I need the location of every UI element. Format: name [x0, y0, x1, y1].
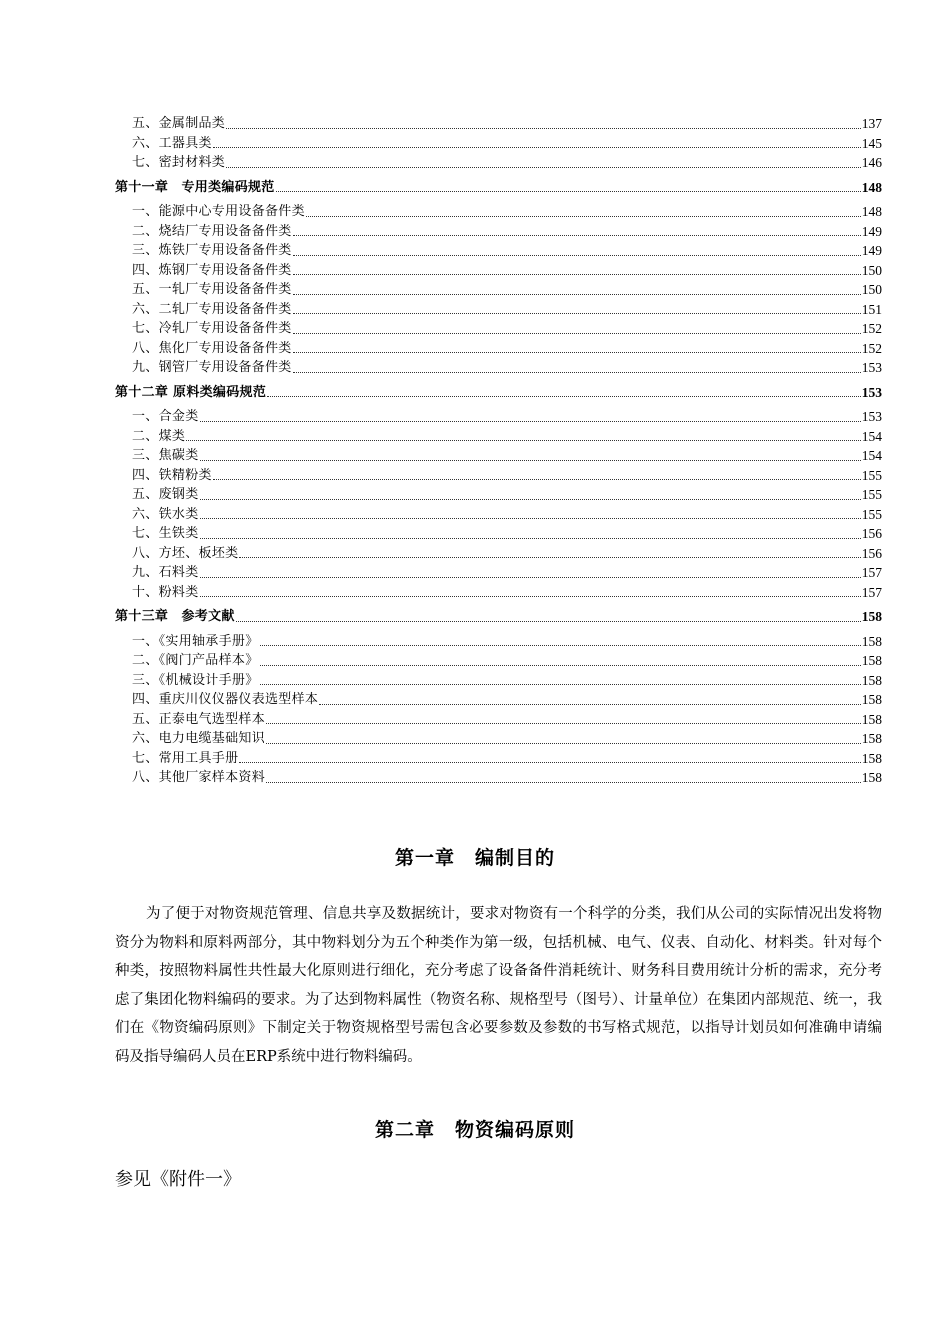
toc-entry-page: 156 [861, 526, 882, 541]
toc-dot-leader [260, 664, 861, 666]
toc-entry-page: 152 [861, 340, 882, 356]
toc-entry-page: 155 [861, 506, 882, 522]
toc-dot-leader [293, 273, 861, 275]
toc-entry-page: 153 [861, 360, 882, 375]
toc-entry[interactable] [115, 241, 882, 261]
toc-entry-label: 一、能源中心专用设备备件类 [132, 204, 305, 219]
toc-entry[interactable] [115, 358, 882, 378]
toc-dot-leader [200, 576, 861, 578]
toc-entry[interactable] [115, 202, 882, 222]
toc-entry-page: 158 [861, 770, 882, 785]
toc-dot-leader [200, 459, 861, 461]
chapter-1-title: 第一章 编制目的 [394, 847, 555, 869]
toc-entry-label: 三、焦碳类 [132, 448, 199, 463]
toc-entry-page: 137 [861, 116, 882, 131]
toc-entry-label: 八、方坯、板坯类 [132, 545, 239, 561]
toc-dot-leader [213, 146, 861, 148]
toc-entry-page: 158 [861, 633, 882, 649]
toc-entry-page: 153 [861, 409, 882, 424]
toc-dot-leader [293, 371, 861, 373]
toc-entry-page: 151 [861, 301, 882, 317]
toc-entry-page: 157 [861, 584, 882, 600]
toc-entry-label: 一、合金类 [132, 409, 199, 424]
toc-entry-label: 六、工器具类 [132, 135, 212, 151]
toc-chapter-entry[interactable] [115, 178, 882, 198]
toc-entry-page: 149 [861, 243, 882, 258]
toc-entry[interactable] [115, 710, 882, 730]
toc-chapter-entry[interactable] [115, 383, 882, 403]
toc-entry[interactable] [115, 563, 882, 583]
toc-entry[interactable] [115, 153, 882, 173]
toc-dot-leader [319, 703, 861, 705]
toc-dot-leader [293, 254, 861, 256]
toc-entry-label: 第十一章 专用类编码规范 [115, 179, 275, 195]
toc-dot-leader [200, 517, 861, 519]
toc-dot-leader [266, 781, 861, 783]
toc-entry-page: 146 [861, 155, 882, 170]
toc-dot-leader [186, 439, 861, 441]
toc-dot-leader [200, 420, 861, 422]
toc-entry-label: 七、密封材料类 [132, 155, 226, 170]
toc-entry-label: 五、金属制品类 [132, 116, 226, 131]
toc-dot-leader [293, 234, 861, 236]
toc-dot-leader [293, 293, 861, 295]
toc-entry[interactable] [115, 749, 882, 769]
toc-entry-label: 六、铁水类 [132, 506, 199, 522]
toc-entry-page: 154 [861, 428, 882, 444]
toc-entry-page: 157 [861, 565, 882, 580]
toc-entry[interactable] [115, 729, 882, 749]
toc-entry-page: 158 [861, 711, 882, 727]
toc-entry-page: 158 [861, 609, 882, 624]
toc-dot-leader [266, 722, 861, 724]
toc-entry-page: 155 [861, 467, 882, 483]
toc-entry-page: 155 [861, 487, 882, 502]
toc-entry-page: 145 [861, 135, 882, 151]
toc-entry[interactable] [115, 466, 882, 486]
toc-dot-leader [276, 190, 861, 192]
toc-entry-label: 六、二轧厂专用设备备件类 [132, 301, 292, 317]
toc-entry[interactable] [115, 300, 882, 320]
toc-entry-label: 一、《实用轴承手册》 [132, 633, 259, 649]
toc-entry-label: 五、废钢类 [132, 487, 199, 502]
toc-entry[interactable] [115, 651, 882, 671]
toc-entry-label: 七、常用工具手册 [132, 750, 239, 766]
toc-entry-label: 第十三章 参考文献 [115, 609, 235, 624]
toc-entry-label: 四、铁精粉类 [132, 467, 212, 483]
toc-entry-label: 五、一轧厂专用设备备件类 [132, 282, 292, 297]
toc-entry-page: 150 [861, 282, 882, 297]
toc-entry-label: 第十二章 原料类编码规范 [115, 384, 267, 400]
toc-entry[interactable] [115, 485, 882, 505]
toc-entry-label: 二、《阀门产品样本》 [132, 653, 259, 668]
toc-entry[interactable] [115, 690, 882, 710]
toc-dot-leader [293, 332, 861, 334]
toc-entry-page: 158 [861, 750, 882, 766]
toc-entry-page: 148 [861, 179, 882, 195]
toc-entry-label: 三、炼铁厂专用设备备件类 [132, 243, 292, 258]
toc-entry[interactable] [115, 583, 882, 603]
chapter-2-reference: 参见《附件一》 [115, 1169, 241, 1190]
toc-entry[interactable] [115, 544, 882, 564]
toc-entry-page: 148 [861, 204, 882, 219]
toc-entry[interactable] [115, 768, 882, 788]
toc-entry-page: 149 [861, 223, 882, 239]
toc-entry-label: 七、生铁类 [132, 526, 199, 541]
toc-dot-leader [293, 312, 861, 314]
toc-entry-page: 152 [861, 321, 882, 336]
toc-dot-leader [200, 595, 861, 597]
toc-entry[interactable] [115, 280, 882, 300]
toc-entry-page: 158 [861, 731, 882, 746]
toc-entry-label: 八、焦化厂专用设备备件类 [132, 340, 292, 356]
toc-entry[interactable] [115, 134, 882, 154]
toc-dot-leader [266, 742, 861, 744]
toc-entry-label: 八、其他厂家样本资料 [132, 770, 266, 785]
toc-entry-label: 三、《机械设计手册》 [132, 672, 259, 688]
toc-entry-label: 二、烧结厂专用设备备件类 [132, 223, 292, 239]
toc-dot-leader [226, 166, 861, 168]
toc-dot-leader [260, 644, 861, 646]
toc-entry-label: 四、炼钢厂专用设备备件类 [132, 262, 292, 278]
toc-entry-label: 七、冷轧厂专用设备备件类 [132, 321, 292, 336]
toc-dot-leader [236, 620, 861, 622]
toc-entry-page: 154 [861, 448, 882, 463]
toc-entry-page: 158 [861, 653, 882, 668]
toc-entry[interactable] [115, 114, 882, 134]
toc-entry[interactable] [115, 319, 882, 339]
toc-entry-label: 六、电力电缆基础知识 [132, 731, 266, 746]
toc-entry-page: 150 [861, 262, 882, 278]
chapter-2-title: 第二章 物资编码原则 [374, 1119, 575, 1141]
toc-entry[interactable] [115, 671, 882, 691]
toc-entry-label: 十、粉料类 [132, 584, 199, 600]
toc-entry-label: 二、煤类 [132, 428, 186, 444]
toc-dot-leader [213, 478, 861, 480]
toc-entry[interactable] [115, 632, 882, 652]
toc-dot-leader [200, 498, 861, 500]
toc-entry-page: 158 [861, 672, 882, 688]
toc-dot-leader [226, 127, 861, 129]
toc-entry-page: 156 [861, 545, 882, 561]
toc-entry[interactable] [115, 524, 882, 544]
toc-entry[interactable] [115, 407, 882, 427]
toc-dot-leader [200, 537, 861, 539]
toc-entry[interactable] [115, 261, 882, 281]
toc-entry[interactable] [115, 222, 882, 242]
toc-dot-leader [267, 395, 861, 397]
toc-dot-leader [306, 215, 861, 217]
toc-entry-label: 五、正泰电气选型样本 [132, 711, 266, 727]
toc-dot-leader [239, 556, 860, 558]
table-of-contents [115, 114, 882, 788]
toc-entry-label: 四、重庆川仪仪器仪表选型样本 [132, 692, 319, 707]
toc-entry[interactable] [115, 427, 882, 447]
toc-dot-leader [239, 761, 860, 763]
toc-entry-label: 九、石料类 [132, 565, 199, 580]
toc-entry[interactable] [115, 505, 882, 525]
toc-entry[interactable] [115, 446, 882, 466]
toc-chapter-entry[interactable] [115, 607, 882, 627]
toc-entry[interactable] [115, 339, 882, 359]
toc-entry-label: 九、钢管厂专用设备备件类 [132, 360, 292, 375]
chapter-1-body: 为了便于对物资规范管理、信息共享及数据统计，要求对物资有一个科学的分类，我们从公司的实际情况出发将物资分为物料和原料两部分，其中物料划分为五个种类作为第一级，包括机械、电气、仪表、自动化、材料类。针对每个种类，按照物料属性共性最大化原则进行细化，充分考虑了设备备件消耗统计、财务科目费用统计分析的需求，充分考虑了集团化物料编码的要求。为了达到物料属性（物资名称、规格型号（图号）、计量单位）在集团内部规范、统一，我们在《物资编码原则》下制定关于物资规格型号需包含必要参数及参数的书写格式规范，以指导计划员如何准确申请编码及指导编码人员在ERP系统中进行物料编码。 [115, 906, 882, 1065]
toc-entry-page: 153 [861, 384, 882, 400]
toc-entry-page: 158 [861, 692, 882, 707]
toc-dot-leader [260, 683, 861, 685]
toc-dot-leader [293, 351, 861, 353]
